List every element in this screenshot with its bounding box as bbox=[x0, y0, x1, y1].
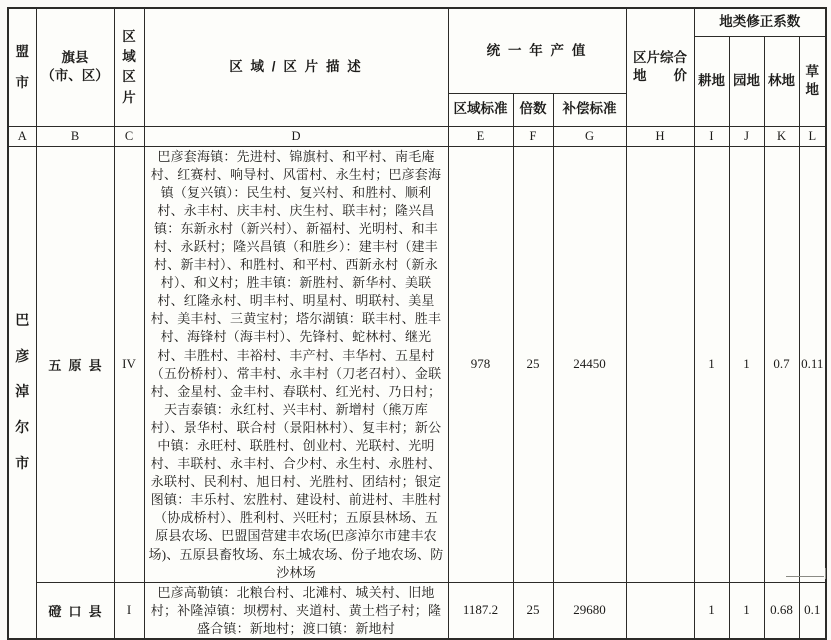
zone-grade-cell: I bbox=[114, 582, 144, 639]
garden-coef-cell: 1 bbox=[729, 582, 764, 639]
header-county bbox=[36, 8, 114, 126]
county-cell: 磴口县 bbox=[36, 582, 114, 639]
comp-std-cell: 29680 bbox=[553, 582, 626, 639]
header-output-group: 统 一 年 产 值 bbox=[448, 8, 626, 93]
header-cropland: 耕地 bbox=[694, 36, 729, 126]
header-league bbox=[8, 8, 36, 126]
forest-coef-cell: 0.68 bbox=[764, 582, 799, 639]
header-garden: 园地 bbox=[729, 36, 764, 126]
zone-price-cell bbox=[626, 146, 694, 582]
column-letter-g: G bbox=[553, 126, 626, 146]
header-county-line2: （市、区） bbox=[41, 68, 109, 84]
description-cell: 巴彦套海镇：先进村、锦旗村、和平村、南毛庵村、红赛村、响导村、风雷村、永生村；巴彦套海镇（复兴镇）：民生村、复兴村、和胜村、顺利村、永丰村、庆丰村、庆生村、联丰村；隆兴昌镇：东新永村（新兴村）、新福村、光明村、和丰村、永跃村；隆兴昌镇（和胜乡）：建丰村（建丰村、新丰村）、和胜村、和平村、西新永村（新永村）、和义村；胜丰镇：新胜村、新华村、美联村、红隆永村、明丰村、明星村、明联村、美星村、美丰村、三黄宝村；塔尔湖镇：联丰村、胜丰村、海锋村（海丰村）、先锋村、蛇林村、继光村、丰胜村、丰裕村、丰产村、丰华村、五星村（五份桥村）、常丰村、永丰村（刀老召村）、金联村、金星村、金丰村、春联村、红光村、乃日村；天吉泰镇：永红村、兴丰村、新增村（熊万库村）、景华村、联合村（景阳林村）、复丰村；新公中镇：永旺村、联胜村、创业村、光联村、光明村、丰联村、永丰村、合少村、永生村、永胜村、永联村、民利村、旭日村、光胜村、团结村；银定图镇：丰乐村、宏胜村、建设村、前进村、丰胜村（协成桥村）、胜利村、兴旺村；五原县林场、五原县农场、巴盟国营建丰农场(巴彦淖尔市建丰农场)、五原县畜牧场、东土城农场、份子地农场、防沙林场 bbox=[144, 146, 448, 582]
region-std-cell: 978 bbox=[448, 146, 513, 582]
header-comp-std: 补偿标准 bbox=[553, 93, 626, 126]
document-sheet bbox=[7, 7, 827, 640]
column-letter-l: L bbox=[799, 126, 826, 146]
grassland-coef-cell: 0.1 bbox=[799, 582, 826, 639]
league-city-cell bbox=[8, 146, 36, 639]
column-letter-i: I bbox=[694, 126, 729, 146]
scan-artifact-mark bbox=[786, 570, 824, 577]
county-cell: 五原县 bbox=[36, 146, 114, 582]
forest-coef-cell: 0.7 bbox=[764, 146, 799, 582]
column-letter-b: B bbox=[36, 126, 114, 146]
column-letter-k: K bbox=[764, 126, 799, 146]
header-county-line1: 旗县 bbox=[61, 50, 89, 66]
table-row-wuyuan bbox=[8, 146, 826, 582]
header-grassland: 草地 bbox=[799, 36, 826, 126]
zone-grade-cell: IV bbox=[114, 146, 144, 582]
column-letter-d: D bbox=[144, 126, 448, 146]
header-zone-price-line1: 区片综合 bbox=[633, 50, 688, 66]
garden-coef-cell: 1 bbox=[729, 146, 764, 582]
grassland-coef-cell: 0.11 bbox=[799, 146, 826, 582]
column-letter-c: C bbox=[114, 126, 144, 146]
cropland-coef-cell: 1 bbox=[694, 146, 729, 582]
zone-price-cell bbox=[626, 582, 694, 639]
header-league-label: 盟市 bbox=[15, 43, 29, 91]
header-zone-price-line2: 地 价 bbox=[633, 68, 688, 84]
column-letter-f: F bbox=[513, 126, 553, 146]
header-description: 区 域 / 区 片 描 述 bbox=[144, 8, 448, 126]
header-zone-label: 区域区片 bbox=[122, 28, 136, 105]
header-region-std: 区域标准 bbox=[448, 93, 513, 126]
column-letter-a: A bbox=[8, 126, 36, 146]
column-letters-row bbox=[8, 126, 826, 146]
column-letter-e: E bbox=[448, 126, 513, 146]
header-zone-price bbox=[626, 8, 694, 126]
multiplier-cell: 25 bbox=[513, 146, 553, 582]
description-cell: 巴彦高勒镇：北粮台村、北滩村、城关村、旧地村；补隆淖镇：坝楞村、夹道村、黄土档子村；隆盛合镇：新地村；渡口镇：新地村 bbox=[144, 582, 448, 639]
header-zone bbox=[114, 8, 144, 126]
cropland-coef-cell: 1 bbox=[694, 582, 729, 639]
column-letter-h: H bbox=[626, 126, 694, 146]
column-letter-j: J bbox=[729, 126, 764, 146]
multiplier-cell: 25 bbox=[513, 582, 553, 639]
comp-std-cell: 24450 bbox=[553, 146, 626, 582]
league-city-value: 巴彦淖尔市 bbox=[15, 312, 30, 471]
header-forest: 林地 bbox=[764, 36, 799, 126]
header-coef-group: 地类修正系数 bbox=[694, 8, 826, 36]
table-row-dengkou bbox=[8, 582, 826, 639]
header-multiplier: 倍数 bbox=[513, 93, 553, 126]
land-compensation-table bbox=[7, 7, 827, 640]
region-std-cell: 1187.2 bbox=[448, 582, 513, 639]
